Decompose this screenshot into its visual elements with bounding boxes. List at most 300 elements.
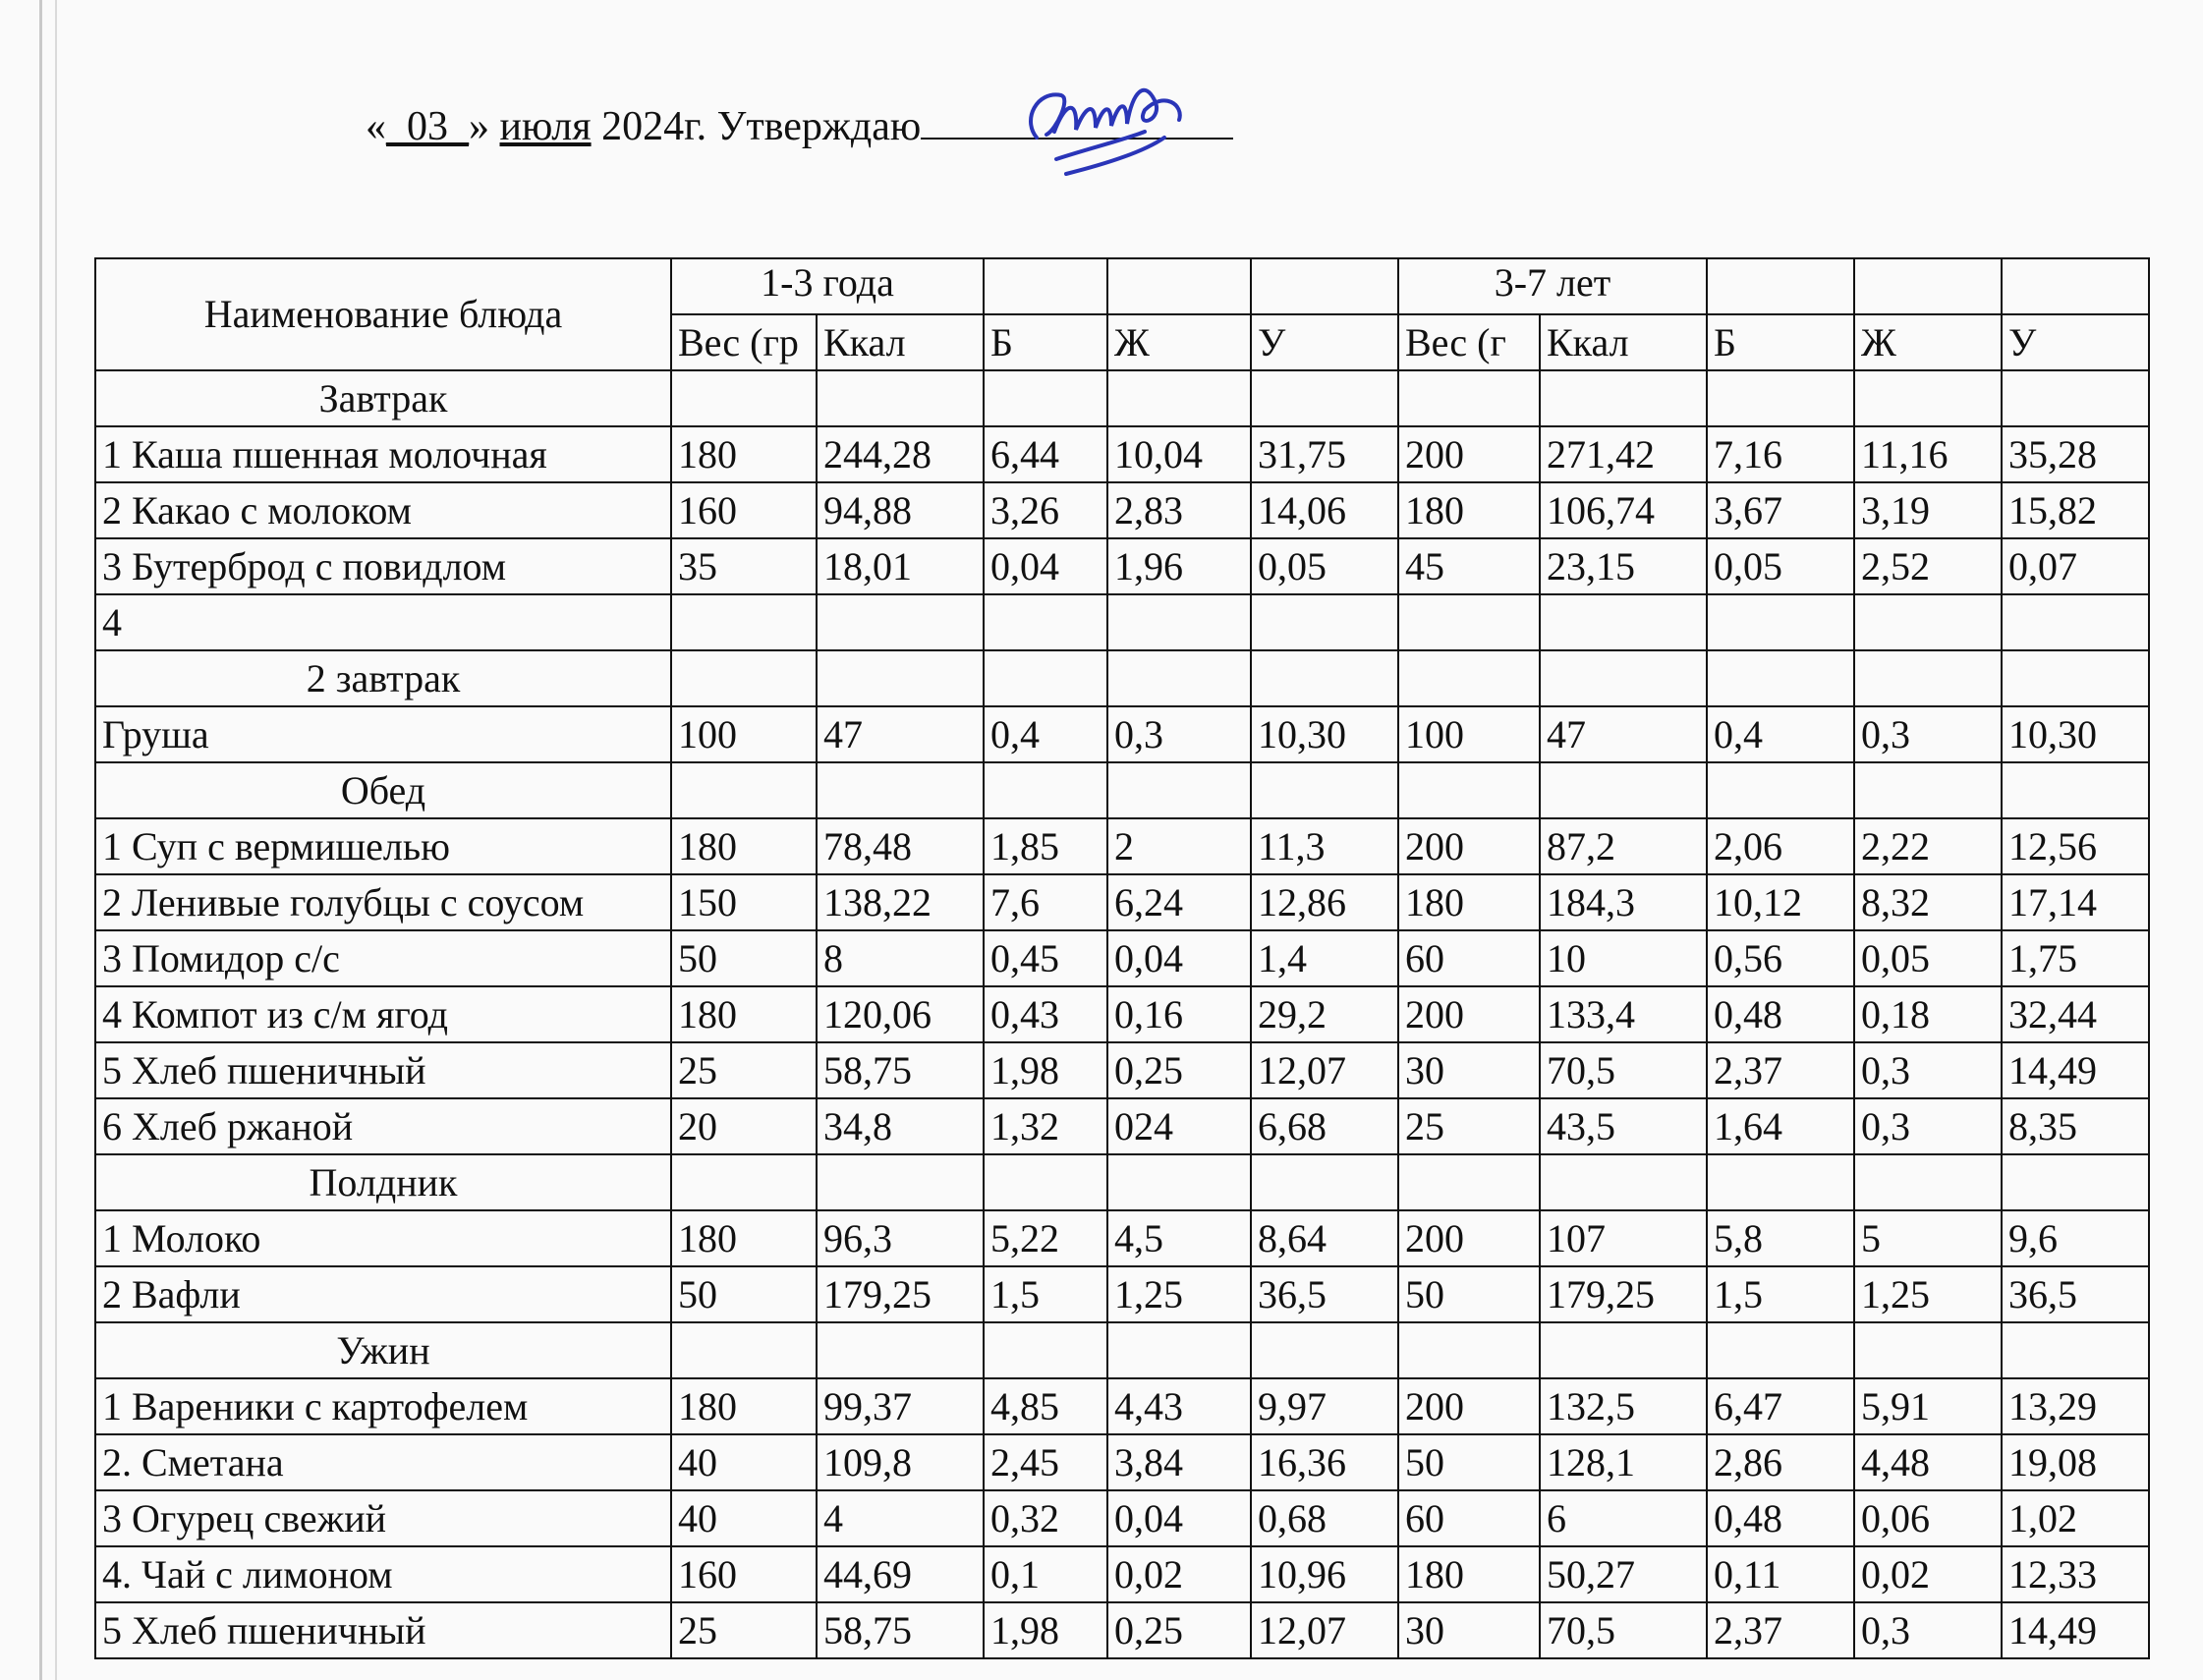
- value-cell: 0,1: [984, 1546, 1107, 1602]
- value-cell: 200: [1398, 1210, 1540, 1266]
- value-cell: 29,2: [1251, 986, 1398, 1042]
- value-cell: 58,75: [817, 1042, 984, 1098]
- approval-year-text: 2024г. Утверждаю: [601, 104, 922, 149]
- value-cell: 9,6: [2002, 1210, 2149, 1266]
- value-cell: 47: [1540, 706, 1707, 762]
- value-cell: [1398, 594, 1540, 650]
- table-cell: [671, 762, 817, 818]
- value-cell: 0,48: [1707, 1490, 1854, 1546]
- value-cell: 2,37: [1707, 1042, 1854, 1098]
- value-cell: 1,32: [984, 1098, 1107, 1154]
- scan-edge-line: [39, 0, 42, 1680]
- value-cell: 179,25: [817, 1266, 984, 1322]
- value-cell: 25: [1398, 1098, 1540, 1154]
- value-cell: 12,33: [2002, 1546, 2149, 1602]
- value-cell: 30: [1398, 1042, 1540, 1098]
- value-cell: 18,01: [817, 538, 984, 594]
- quote-open: «: [366, 104, 386, 149]
- table-cell: [1540, 1322, 1707, 1378]
- value-cell: 58,75: [817, 1602, 984, 1658]
- value-cell: 16,36: [1251, 1434, 1398, 1490]
- table-row: [95, 874, 2149, 930]
- value-cell: 50: [1398, 1434, 1540, 1490]
- value-cell: 17,14: [2002, 874, 2149, 930]
- value-cell: 1,98: [984, 1042, 1107, 1098]
- value-cell: 10,30: [1251, 706, 1398, 762]
- dish-name: 1 Вареники с картофелем: [95, 1378, 671, 1434]
- value-cell: 6,47: [1707, 1378, 1854, 1434]
- menu-table: [94, 257, 2150, 1659]
- value-cell: 32,44: [2002, 986, 2149, 1042]
- value-cell: 3,19: [1854, 482, 2002, 538]
- value-cell: 10: [1540, 930, 1707, 986]
- value-cell: 200: [1398, 818, 1540, 874]
- value-cell: 180: [671, 426, 817, 482]
- dish-name: 6 Хлеб ржаной: [95, 1098, 671, 1154]
- value-cell: 0,3: [1854, 1602, 2002, 1658]
- value-cell: 1,25: [1854, 1266, 2002, 1322]
- value-cell: 0,4: [984, 706, 1107, 762]
- table-cell: [671, 650, 817, 706]
- table-cell: [1107, 258, 1251, 314]
- value-cell: 94,88: [817, 482, 984, 538]
- table-cell: [984, 1154, 1107, 1210]
- value-cell: 0,05: [1854, 930, 2002, 986]
- table-cell: [1707, 370, 1854, 426]
- value-cell: 0,11: [1707, 1546, 1854, 1602]
- table-cell: [984, 370, 1107, 426]
- value-cell: [671, 594, 817, 650]
- value-cell: 6,68: [1251, 1098, 1398, 1154]
- table-cell: [1107, 650, 1251, 706]
- dish-name: Груша: [95, 706, 671, 762]
- value-cell: 0,06: [1854, 1490, 2002, 1546]
- table-cell: [817, 650, 984, 706]
- dish-name: 5 Хлеб пшеничный: [95, 1042, 671, 1098]
- value-cell: 19,08: [2002, 1434, 2149, 1490]
- value-cell: 0,07: [2002, 538, 2149, 594]
- value-cell: 2,83: [1107, 482, 1251, 538]
- value-cell: 2,06: [1707, 818, 1854, 874]
- value-cell: 35,28: [2002, 426, 2149, 482]
- signature-icon: [1017, 61, 1214, 179]
- column-header: Вес (г: [1398, 314, 1540, 370]
- value-cell: 0,68: [1251, 1490, 1398, 1546]
- table-cell: [1251, 258, 1398, 314]
- section-row: [95, 370, 2149, 426]
- value-cell: [1540, 594, 1707, 650]
- value-cell: 14,49: [2002, 1042, 2149, 1098]
- value-cell: 10,12: [1707, 874, 1854, 930]
- value-cell: 4: [817, 1490, 984, 1546]
- value-cell: 1,5: [984, 1266, 1107, 1322]
- table-cell: [984, 1322, 1107, 1378]
- table-cell: [1251, 1154, 1398, 1210]
- value-cell: 40: [671, 1490, 817, 1546]
- value-cell: 50,27: [1540, 1546, 1707, 1602]
- table-cell: [1540, 762, 1707, 818]
- value-cell: [2002, 594, 2149, 650]
- value-cell: 25: [671, 1042, 817, 1098]
- dish-name: 2 Вафли: [95, 1266, 671, 1322]
- value-cell: 25: [671, 1602, 817, 1658]
- value-cell: 36,5: [2002, 1266, 2149, 1322]
- value-cell: 0,04: [1107, 1490, 1251, 1546]
- table-cell: [1107, 1322, 1251, 1378]
- table-cell: [1251, 370, 1398, 426]
- table-cell: [2002, 1322, 2149, 1378]
- value-cell: 47: [817, 706, 984, 762]
- table-cell: [1707, 762, 1854, 818]
- table-cell: [1398, 650, 1540, 706]
- value-cell: 271,42: [1540, 426, 1707, 482]
- value-cell: 99,37: [817, 1378, 984, 1434]
- value-cell: 3,67: [1707, 482, 1854, 538]
- table-cell: [1540, 370, 1707, 426]
- value-cell: 200: [1398, 986, 1540, 1042]
- table-cell: [1707, 1154, 1854, 1210]
- age-group-header: 1-3 года: [671, 258, 984, 314]
- value-cell: 1,25: [1107, 1266, 1251, 1322]
- value-cell: 1,5: [1707, 1266, 1854, 1322]
- value-cell: 1,4: [1251, 930, 1398, 986]
- value-cell: 78,48: [817, 818, 984, 874]
- value-cell: 106,74: [1540, 482, 1707, 538]
- table-cell: [2002, 1154, 2149, 1210]
- section-row: [95, 762, 2149, 818]
- table-cell: [1854, 1322, 2002, 1378]
- value-cell: 150: [671, 874, 817, 930]
- value-cell: 31,75: [1251, 426, 1398, 482]
- value-cell: 3,84: [1107, 1434, 1251, 1490]
- value-cell: 4,85: [984, 1378, 1107, 1434]
- value-cell: 0,32: [984, 1490, 1107, 1546]
- table-cell: [984, 258, 1107, 314]
- column-header: Ж: [1854, 314, 2002, 370]
- value-cell: 0,04: [1107, 930, 1251, 986]
- value-cell: 5,22: [984, 1210, 1107, 1266]
- table-cell: [671, 1322, 817, 1378]
- dish-name: 2. Сметана: [95, 1434, 671, 1490]
- value-cell: 0,18: [1854, 986, 2002, 1042]
- column-header: Вес (гр: [671, 314, 817, 370]
- value-cell: 0,05: [1707, 538, 1854, 594]
- value-cell: 0,3: [1854, 1042, 2002, 1098]
- value-cell: 2: [1107, 818, 1251, 874]
- table-cell: [1540, 650, 1707, 706]
- value-cell: 179,25: [1540, 1266, 1707, 1322]
- dish-name: 3 Помидор с/с: [95, 930, 671, 986]
- table-cell: [2002, 762, 2149, 818]
- value-cell: 024: [1107, 1098, 1251, 1154]
- value-cell: 0,25: [1107, 1602, 1251, 1658]
- age-group-header: 3-7 лет: [1398, 258, 1707, 314]
- value-cell: [1707, 594, 1854, 650]
- value-cell: [984, 594, 1107, 650]
- column-header: Б: [984, 314, 1107, 370]
- value-cell: 12,07: [1251, 1602, 1398, 1658]
- table-row: [95, 594, 2149, 650]
- table-cell: [1707, 650, 1854, 706]
- table-cell: [1398, 370, 1540, 426]
- value-cell: 2,37: [1707, 1602, 1854, 1658]
- dish-name: 2 Ленивые голубцы с соусом: [95, 874, 671, 930]
- table-cell: [1398, 762, 1540, 818]
- value-cell: 11,3: [1251, 818, 1398, 874]
- value-cell: 160: [671, 482, 817, 538]
- table-cell: [1251, 1322, 1398, 1378]
- table-row: [95, 1378, 2149, 1434]
- table-row: [95, 706, 2149, 762]
- value-cell: 0,02: [1107, 1546, 1251, 1602]
- value-cell: 180: [671, 1378, 817, 1434]
- column-header-name: Наименование блюда: [95, 258, 671, 370]
- section-title: Завтрак: [95, 370, 671, 426]
- value-cell: 8,32: [1854, 874, 2002, 930]
- table-cell: [2002, 650, 2149, 706]
- value-cell: 2,86: [1707, 1434, 1854, 1490]
- value-cell: 200: [1398, 1378, 1540, 1434]
- value-cell: 200: [1398, 426, 1540, 482]
- value-cell: 100: [671, 706, 817, 762]
- table-row: [95, 1434, 2149, 1490]
- dish-name: 4. Чай с лимоном: [95, 1546, 671, 1602]
- column-header: У: [1251, 314, 1398, 370]
- value-cell: 6,44: [984, 426, 1107, 482]
- value-cell: 132,5: [1540, 1378, 1707, 1434]
- value-cell: 3,26: [984, 482, 1107, 538]
- header-row: [95, 258, 2149, 314]
- section-title: Ужин: [95, 1322, 671, 1378]
- value-cell: 9,97: [1251, 1378, 1398, 1434]
- approval-day: _03_: [386, 104, 469, 149]
- value-cell: 107: [1540, 1210, 1707, 1266]
- table-row: [95, 426, 2149, 482]
- value-cell: 7,16: [1707, 426, 1854, 482]
- table-row: [95, 930, 2149, 986]
- value-cell: 4,43: [1107, 1378, 1251, 1434]
- table-cell: [1854, 370, 2002, 426]
- value-cell: 1,96: [1107, 538, 1251, 594]
- column-header: Ккал: [1540, 314, 1707, 370]
- value-cell: 5: [1854, 1210, 2002, 1266]
- value-cell: 109,8: [817, 1434, 984, 1490]
- table-row: [95, 482, 2149, 538]
- value-cell: 44,69: [817, 1546, 984, 1602]
- table-cell: [2002, 370, 2149, 426]
- value-cell: 4,48: [1854, 1434, 2002, 1490]
- value-cell: [1854, 594, 2002, 650]
- section-title: Обед: [95, 762, 671, 818]
- value-cell: 133,4: [1540, 986, 1707, 1042]
- dish-name: 5 Хлеб пшеничный: [95, 1602, 671, 1658]
- value-cell: 184,3: [1540, 874, 1707, 930]
- dish-name: 4: [95, 594, 671, 650]
- value-cell: 0,05: [1251, 538, 1398, 594]
- table-cell: [984, 650, 1107, 706]
- table-cell: [984, 762, 1107, 818]
- value-cell: 180: [1398, 874, 1540, 930]
- table-cell: [1398, 1322, 1540, 1378]
- table-cell: [817, 1322, 984, 1378]
- table-row: [95, 538, 2149, 594]
- table-row: [95, 1042, 2149, 1098]
- value-cell: 0,56: [1707, 930, 1854, 986]
- value-cell: 0,3: [1107, 706, 1251, 762]
- table-row: [95, 1098, 2149, 1154]
- value-cell: 120,06: [817, 986, 984, 1042]
- table-cell: [2002, 258, 2149, 314]
- value-cell: 14,06: [1251, 482, 1398, 538]
- table-row: [95, 1546, 2149, 1602]
- value-cell: 1,98: [984, 1602, 1107, 1658]
- value-cell: 0,02: [1854, 1546, 2002, 1602]
- section-row: [95, 1322, 2149, 1378]
- table-cell: [1854, 650, 2002, 706]
- value-cell: 5,91: [1854, 1378, 2002, 1434]
- value-cell: 2,52: [1854, 538, 2002, 594]
- dish-name: 2 Какао с молоком: [95, 482, 671, 538]
- value-cell: 0,3: [1854, 1098, 2002, 1154]
- table-cell: [1398, 1154, 1540, 1210]
- value-cell: 87,2: [1540, 818, 1707, 874]
- section-title: Полдник: [95, 1154, 671, 1210]
- value-cell: 244,28: [817, 426, 984, 482]
- value-cell: 35: [671, 538, 817, 594]
- column-header: Ж: [1107, 314, 1251, 370]
- value-cell: 13,29: [2002, 1378, 2149, 1434]
- value-cell: 160: [671, 1546, 817, 1602]
- value-cell: [817, 594, 984, 650]
- dish-name: 1 Молоко: [95, 1210, 671, 1266]
- value-cell: 45: [1398, 538, 1540, 594]
- value-cell: 0,45: [984, 930, 1107, 986]
- value-cell: 0,16: [1107, 986, 1251, 1042]
- value-cell: 128,1: [1540, 1434, 1707, 1490]
- value-cell: 180: [671, 986, 817, 1042]
- table-cell: [1854, 1154, 2002, 1210]
- value-cell: 11,16: [1854, 426, 2002, 482]
- value-cell: 180: [1398, 1546, 1540, 1602]
- value-cell: 100: [1398, 706, 1540, 762]
- dish-name: 3 Огурец свежий: [95, 1490, 671, 1546]
- table-row: [95, 986, 2149, 1042]
- value-cell: 10,30: [2002, 706, 2149, 762]
- value-cell: 6,24: [1107, 874, 1251, 930]
- section-row: [95, 1154, 2149, 1210]
- value-cell: 180: [671, 1210, 817, 1266]
- value-cell: 8,64: [1251, 1210, 1398, 1266]
- table-cell: [1251, 650, 1398, 706]
- value-cell: 2,45: [984, 1434, 1107, 1490]
- value-cell: 138,22: [817, 874, 984, 930]
- table-cell: [817, 1154, 984, 1210]
- value-cell: 34,8: [817, 1098, 984, 1154]
- table-cell: [1107, 1154, 1251, 1210]
- value-cell: 12,56: [2002, 818, 2149, 874]
- value-cell: 8: [817, 930, 984, 986]
- value-cell: 7,6: [984, 874, 1107, 930]
- column-header: У: [2002, 314, 2149, 370]
- table-row: [95, 1490, 2149, 1546]
- dish-name: 1 Каша пшенная молочная: [95, 426, 671, 482]
- value-cell: 180: [671, 818, 817, 874]
- dish-name: 3 Бутерброд с повидлом: [95, 538, 671, 594]
- column-header: Ккал: [817, 314, 984, 370]
- table-cell: [1251, 762, 1398, 818]
- table-cell: [1107, 762, 1251, 818]
- table-row: [95, 1266, 2149, 1322]
- value-cell: 36,5: [1251, 1266, 1398, 1322]
- table-cell: [1107, 370, 1251, 426]
- table-cell: [817, 762, 984, 818]
- value-cell: 12,07: [1251, 1042, 1398, 1098]
- value-cell: 50: [1398, 1266, 1540, 1322]
- value-cell: [1251, 594, 1398, 650]
- value-cell: 0,4: [1707, 706, 1854, 762]
- value-cell: 6: [1540, 1490, 1707, 1546]
- table-cell: [817, 370, 984, 426]
- value-cell: 70,5: [1540, 1042, 1707, 1098]
- value-cell: 8,35: [2002, 1098, 2149, 1154]
- column-header: Б: [1707, 314, 1854, 370]
- table-cell: [1540, 1154, 1707, 1210]
- value-cell: 50: [671, 930, 817, 986]
- value-cell: 40: [671, 1434, 817, 1490]
- value-cell: 5,8: [1707, 1210, 1854, 1266]
- value-cell: 15,82: [2002, 482, 2149, 538]
- value-cell: 14,49: [2002, 1602, 2149, 1658]
- value-cell: 2,22: [1854, 818, 2002, 874]
- value-cell: 20: [671, 1098, 817, 1154]
- value-cell: 10,96: [1251, 1546, 1398, 1602]
- table-cell: [671, 1154, 817, 1210]
- section-title: 2 завтрак: [95, 650, 671, 706]
- value-cell: 60: [1398, 930, 1540, 986]
- scan-edge-line: [55, 0, 57, 1680]
- value-cell: 60: [1398, 1490, 1540, 1546]
- table-row: [95, 818, 2149, 874]
- value-cell: 180: [1398, 482, 1540, 538]
- dish-name: 1 Суп с вермишелью: [95, 818, 671, 874]
- table-cell: [1707, 258, 1854, 314]
- value-cell: 70,5: [1540, 1602, 1707, 1658]
- dish-name: 4 Компот из с/м ягод: [95, 986, 671, 1042]
- value-cell: 0,3: [1854, 706, 2002, 762]
- value-cell: 0,48: [1707, 986, 1854, 1042]
- value-cell: 43,5: [1540, 1098, 1707, 1154]
- value-cell: 1,02: [2002, 1490, 2149, 1546]
- value-cell: 12,86: [1251, 874, 1398, 930]
- section-row: [95, 650, 2149, 706]
- value-cell: 1,64: [1707, 1098, 1854, 1154]
- value-cell: 30: [1398, 1602, 1540, 1658]
- table-row: [95, 1602, 2149, 1658]
- value-cell: 0,25: [1107, 1042, 1251, 1098]
- table-cell: [1854, 762, 2002, 818]
- value-cell: 96,3: [817, 1210, 984, 1266]
- value-cell: 23,15: [1540, 538, 1707, 594]
- value-cell: 4,5: [1107, 1210, 1251, 1266]
- value-cell: 50: [671, 1266, 817, 1322]
- table-row: [95, 1210, 2149, 1266]
- approval-month: июля: [499, 104, 592, 149]
- value-cell: 10,04: [1107, 426, 1251, 482]
- value-cell: [1107, 594, 1251, 650]
- table-cell: [1707, 1322, 1854, 1378]
- value-cell: 1,85: [984, 818, 1107, 874]
- table-cell: [671, 370, 817, 426]
